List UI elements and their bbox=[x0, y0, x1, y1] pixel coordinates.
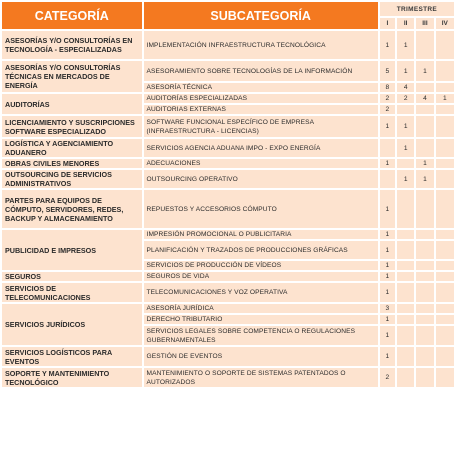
table-row bbox=[2, 283, 454, 302]
header-subcategoria: SUBCATEGORÍA bbox=[144, 2, 378, 29]
subcategory-cell: SEGUROS DE VIDA bbox=[144, 272, 378, 281]
quarter-1-cell: 3 bbox=[380, 304, 395, 313]
subcategory-cell: REPUESTOS Y ACCESORIOS CÓMPUTO bbox=[144, 190, 378, 228]
quarter-4-cell bbox=[436, 116, 454, 137]
quarter-2-cell: 4 bbox=[397, 83, 414, 92]
category-cell: AUDITORÍAS bbox=[2, 94, 142, 114]
quarter-1-cell: 2 bbox=[380, 105, 395, 114]
quarter-2-cell bbox=[397, 230, 414, 239]
quarter-4-cell bbox=[436, 304, 454, 313]
quarter-1-cell: 1 bbox=[380, 116, 395, 137]
quarter-1-cell bbox=[380, 139, 395, 157]
subcategory-cell: SOFTWARE FUNCIONAL ESPECÍFICO DE EMPRESA (INFRAESTRUCTURA - LICENCIAS) bbox=[144, 116, 378, 137]
quarter-3-cell bbox=[416, 31, 433, 59]
quarter-4-cell bbox=[436, 31, 454, 59]
category-cell: SEGUROS bbox=[2, 272, 142, 281]
category-cell: OUTSOURCING DE SERVICIOS ADMINISTRATIVOS bbox=[2, 170, 142, 188]
quarter-2-cell: 1 bbox=[397, 116, 414, 137]
quarter-4-cell bbox=[436, 190, 454, 228]
quarter-3-cell: 1 bbox=[416, 170, 433, 188]
quarter-1-cell: 1 bbox=[380, 315, 395, 324]
quarter-1-cell: 1 bbox=[380, 261, 395, 270]
subcategory-cell: IMPLEMENTACIÓN INFRAESTRUCTURA TECNOLÓGICA bbox=[144, 31, 378, 59]
quarter-4-cell bbox=[436, 368, 454, 387]
category-cell: SERVICIOS LOGÍSTICOS PARA EVENTOS bbox=[2, 347, 142, 366]
quarter-3-cell bbox=[416, 315, 433, 324]
quarter-3-cell bbox=[416, 304, 433, 313]
quarter-3-cell bbox=[416, 105, 433, 114]
quarter-2-cell bbox=[397, 190, 414, 228]
quarter-4-cell bbox=[436, 61, 454, 81]
quarter-2-cell bbox=[397, 241, 414, 259]
quarter-4-cell bbox=[436, 326, 454, 345]
quarter-4-cell bbox=[436, 230, 454, 239]
subcategory-cell: TELECOMUNICACIONES Y VOZ OPERATIVA bbox=[144, 283, 378, 302]
header-categoria: CATEGORÍA bbox=[2, 2, 142, 29]
quarter-3-cell bbox=[416, 272, 433, 281]
table-row bbox=[2, 31, 454, 59]
quarter-2-cell bbox=[397, 315, 414, 324]
category-cell: ASESORÍAS Y/O CONSULTORÍAS EN TECNOLOGÍA - ESPECIALIZADAS bbox=[2, 31, 142, 59]
table-row bbox=[2, 368, 454, 387]
quarter-2-cell bbox=[397, 326, 414, 345]
table-row bbox=[2, 304, 454, 313]
quarter-3-cell bbox=[416, 190, 433, 228]
subcategory-cell: GESTIÓN DE EVENTOS bbox=[144, 347, 378, 366]
table-row bbox=[2, 61, 454, 81]
quarter-1-cell: 1 bbox=[380, 190, 395, 228]
quarter-3-cell bbox=[416, 283, 433, 302]
quarter-3-cell bbox=[416, 347, 433, 366]
category-cell: LOGÍSTICA Y AGENCIAMIENTO ADUANERO bbox=[2, 139, 142, 157]
quarter-4-cell: 1 bbox=[436, 94, 454, 103]
header-quarter-1: I bbox=[380, 18, 395, 29]
quarter-3-cell bbox=[416, 326, 433, 345]
category-cell: SOPORTE Y MANTENIMIENTO TECNOLÓGICO bbox=[2, 368, 142, 387]
subcategory-cell: SERVICIOS AGENCIA ADUANA IMPO - EXPO ENERGÍA bbox=[144, 139, 378, 157]
table-row bbox=[2, 272, 454, 281]
table-row bbox=[2, 347, 454, 366]
table-row bbox=[2, 139, 454, 157]
quarter-2-cell bbox=[397, 159, 414, 168]
quarter-2-cell bbox=[397, 347, 414, 366]
quarter-1-cell: 1 bbox=[380, 326, 395, 345]
header-quarter-3: III bbox=[416, 18, 433, 29]
quarter-2-cell bbox=[397, 283, 414, 302]
table-row bbox=[2, 94, 454, 103]
quarter-2-cell: 1 bbox=[397, 61, 414, 81]
subcategory-cell: SERVICIOS DE PRODUCCIÓN DE VÍDEOS bbox=[144, 261, 378, 270]
quarter-3-cell bbox=[416, 261, 433, 270]
quarter-1-cell: 8 bbox=[380, 83, 395, 92]
quarter-3-cell bbox=[416, 368, 433, 387]
quarter-4-cell bbox=[436, 272, 454, 281]
quarter-4-cell bbox=[436, 83, 454, 92]
subcategory-cell: ASESORAMIENTO SOBRE TECNOLOGÍAS DE LA INFORMACIÓN bbox=[144, 61, 378, 81]
subcategory-cell: ASESORÍA TÉCNICA bbox=[144, 83, 378, 92]
header-quarter-4: IV bbox=[436, 18, 454, 29]
subcategory-cell: DERECHO TRIBUTARIO bbox=[144, 315, 378, 324]
subcategory-cell: AUDITORÍAS ESPECIALIZADAS bbox=[144, 94, 378, 103]
category-cell: SERVICIOS DE TELECOMUNICACIONES bbox=[2, 283, 142, 302]
header-quarter-2: II bbox=[397, 18, 414, 29]
quarter-3-cell bbox=[416, 139, 433, 157]
quarter-4-cell bbox=[436, 283, 454, 302]
quarter-3-cell: 4 bbox=[416, 94, 433, 103]
category-cell: OBRAS CIVILES MENORES bbox=[2, 159, 142, 168]
quarter-3-cell: 1 bbox=[416, 159, 433, 168]
quarter-1-cell: 1 bbox=[380, 347, 395, 366]
quarter-4-cell bbox=[436, 261, 454, 270]
quarter-4-cell bbox=[436, 347, 454, 366]
quarter-3-cell bbox=[416, 83, 433, 92]
subcategory-cell: ADECUACIONES bbox=[144, 159, 378, 168]
table-row bbox=[2, 170, 454, 188]
table-row bbox=[2, 116, 454, 137]
quarter-2-cell bbox=[397, 368, 414, 387]
subcategory-cell: AUDITORIAS EXTERNAS bbox=[144, 105, 378, 114]
quarter-2-cell: 1 bbox=[397, 170, 414, 188]
quarter-4-cell bbox=[436, 159, 454, 168]
table-row bbox=[2, 159, 454, 168]
quarter-1-cell bbox=[380, 170, 395, 188]
header-trimestre: TRIMESTRE bbox=[380, 2, 454, 16]
table-body bbox=[2, 31, 454, 387]
quarter-1-cell: 1 bbox=[380, 230, 395, 239]
quarter-4-cell bbox=[436, 139, 454, 157]
category-cell: ASESORÍAS Y/O CONSULTORÍAS TÉCNICAS EN MERCADOS DE ENERGÍA bbox=[2, 61, 142, 92]
quarter-2-cell bbox=[397, 304, 414, 313]
quarter-1-cell: 1 bbox=[380, 241, 395, 259]
quarter-3-cell: 1 bbox=[416, 61, 433, 81]
subcategory-cell: IMPRESIÓN PROMOCIONAL O PUBLICITARIA bbox=[144, 230, 378, 239]
subcategory-cell: OUTSOURCING OPERATIVO bbox=[144, 170, 378, 188]
category-cell: LICENCIAMIENTO Y SUSCRIPCIONES SOFTWARE ESPECIALIZADO bbox=[2, 116, 142, 137]
quarter-2-cell bbox=[397, 272, 414, 281]
quarter-1-cell: 1 bbox=[380, 272, 395, 281]
quarter-4-cell bbox=[436, 170, 454, 188]
quarter-3-cell bbox=[416, 241, 433, 259]
quarter-2-cell: 2 bbox=[397, 94, 414, 103]
table-row bbox=[2, 230, 454, 239]
quarter-2-cell: 1 bbox=[397, 31, 414, 59]
quarter-1-cell: 2 bbox=[380, 94, 395, 103]
subcategory-cell: PLANIFICACIÓN Y TRAZADOS DE PRODUCCIONES GRÁFICAS bbox=[144, 241, 378, 259]
table-row bbox=[2, 190, 454, 228]
quarter-1-cell: 5 bbox=[380, 61, 395, 81]
quarter-2-cell bbox=[397, 261, 414, 270]
quarter-1-cell: 1 bbox=[380, 283, 395, 302]
quarter-3-cell bbox=[416, 230, 433, 239]
quarter-1-cell: 1 bbox=[380, 159, 395, 168]
quarter-3-cell bbox=[416, 116, 433, 137]
quarter-1-cell: 1 bbox=[380, 31, 395, 59]
subcategory-cell: SERVICIOS LEGALES SOBRE COMPETENCIA O REGULACIONES GUBERNAMENTALES bbox=[144, 326, 378, 345]
subcategory-cell: ASESORÍA JURÍDICA bbox=[144, 304, 378, 313]
category-cell: SERVICIOS JURÍDICOS bbox=[2, 304, 142, 345]
category-cell: PARTES PARA EQUIPOS DE CÓMPUTO, SERVIDORES, REDES, BACKUP Y ALMACENAMIENTO bbox=[2, 190, 142, 228]
quarter-1-cell: 2 bbox=[380, 368, 395, 387]
subcategory-cell: MANTENIMIENTO O SOPORTE DE SISTEMAS PATENTADOS O AUTORIZADOS bbox=[144, 368, 378, 387]
quarter-4-cell bbox=[436, 105, 454, 114]
quarter-2-cell bbox=[397, 105, 414, 114]
quarter-4-cell bbox=[436, 241, 454, 259]
category-cell: PUBLICIDAD E IMPRESOS bbox=[2, 230, 142, 270]
quarter-2-cell: 1 bbox=[397, 139, 414, 157]
quarter-4-cell bbox=[436, 315, 454, 324]
